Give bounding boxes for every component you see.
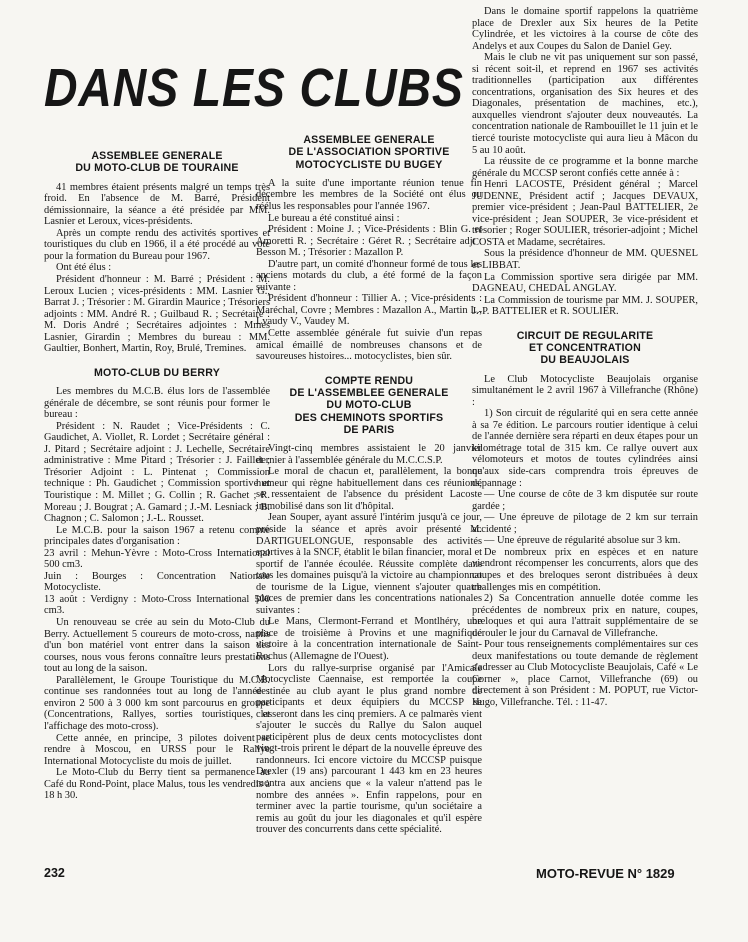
article-paragraph: Le bureau a été constitué ainsi : (268, 212, 400, 224)
article-heading: ASSEMBLEE GENERALE DE L'ASSOCIATION SPORTIVE MOTOCYCLISTE DU BUGEY (288, 134, 450, 171)
page-title: DANS LES CLUBS (44, 58, 464, 118)
article-paragraph: Jean Souper, ayant assuré l'intérim jusqu'à ce jour, préside la séance et après avoir présenté M. DARTIGUELONGUE, responsable des activités sportives à la SNCF, établit le bilan financier, moral et sportif de l'année écoulée. Réussite complète dans tous les domaines puisqu'à la victoire au championnat de tourisme de la Ligue, viennent s'ajouter quatre places de premier dans les concentrations nationales suivantes : (256, 512, 482, 616)
article-paragraph: Pour tous renseignements complémentaires sur ces deux manifestations ou toute demande de règlement s'adresser au Club Motocycliste Beaujolais, Café « Le Corner », place Carnot, Villefranche (69) ou directement à son Président : M. POPUT, rue Victor-Hugo, Villefranche. Tél. : 11-47. (472, 639, 698, 708)
article-paragraph: Cette assemblée générale fut suivie d'un repas amical émaillé de nombreuses chansons et de savoureuses histoires... motocyclistes, bien sûr. (256, 328, 482, 363)
article-paragraph: Président : Moine J. ; Vice-Présidents : Blin G. et Amoretti R. ; Secrétaire : Géret R. ; Secrétaire adjt : Besson M. ; Trésorier : Mazallon P. (256, 224, 482, 259)
article-paragraph: Le Mans, Clermont-Ferrand et Montlhéry, une place de troisième à Provins et une magnifique victoire à la concentration internationale de Saint-Rochus (Allemagne de l'Ouest). (256, 616, 482, 662)
article-paragraph: Un renouveau se crée au sein du Moto-Club du Berry. Actuellement 5 coureurs de moto-cross, nantis d'un bon matériel vont entrer dans la saison des courses, nous vous ferons connaître leurs prestations tout au long de la saison. (44, 617, 270, 675)
article-paragraph: La Commission de tourisme par MM. J. SOUPER, J.-P. BATTELIER et R. SOULIER. (472, 294, 698, 318)
article-paragraph: A la suite d'une importante réunion tenue fin décembre les membres de la Société ont élus ou réélus les responsables pour l'année 1967. (256, 177, 482, 212)
article-paragraph: Le M.C.B. pour la saison 1967 a retenu comme principales dates d'organisation : (44, 524, 270, 548)
article-paragraph: — Une épreuve de pilotage de 2 km sur terrain accidenté ; (472, 512, 698, 535)
article-heading: MOTO-CLUB DU BERRY (93, 366, 220, 379)
article-heading: COMPTE RENDU DE L'ASSEMBLEE GENERALE DU MOTO-CLUB DES CHEMINOTS SPORTIFS DE PARIS (289, 374, 449, 436)
article-paragraph: — Une course de côte de 3 km disputée sur route gardée ; (472, 489, 698, 512)
column-middle (256, 134, 482, 836)
article-paragraph: Vingt-cinq membres assistaient le 20 janvier dernier à l'assemblée générale du M.C.C.S.P. (256, 443, 482, 466)
article-paragraph: 41 membres étaient présents malgré un temps très froid. En l'absence de M. Barré, Président démissionnaire, la séance a été présidée par MM. Lasnier et Leroux, vices-présidents. (44, 181, 270, 228)
article-paragraph: 23 avril : Mehun-Yèvre : Moto-Cross International 500 cm3. (44, 547, 270, 571)
article-paragraph: La réussite de ce programme et la bonne marche générale du MCCSP seront confiés cette année à : (472, 156, 698, 179)
article-cheminots (256, 375, 482, 836)
article-paragraph: Président d'honneur : Tillier A. ; Vice-présidents : Maréchal, Covre ; Membres : Mazallon A., Martin L., Lvaudy V., Vaudey M. (256, 293, 482, 328)
article-cheminots-continued (472, 6, 698, 318)
magazine-issue: MOTO-REVUE N° 1829 (536, 866, 675, 881)
article-paragraph: Juin : Bourges : Concentration Nationale Motocycliste. (44, 570, 270, 594)
article-paragraph: La Commission sportive sera dirigée par MM. DAGNEAU, CHEDAL ANGLAY. (472, 271, 698, 295)
article-paragraph: D'autre part, un comité d'honneur formé de tous les anciens motards du club, a été formé de la façon suivante : (256, 258, 482, 293)
article-paragraph: Dans le domaine sportif rappelons la quatrième place de Drexler aux Six heures de la Petite Cylindrée, et les victoires à la course de côte des Andelys et aux Coupes du Salon de Daniel Gey. (472, 6, 698, 52)
article-beaujolais (472, 330, 698, 709)
article-paragraph: Henri LACOSTE, Président général ; Marcel JUDENNE, Président actif ; Jacques DEVAUX, premier vice-président ; Jean-Paul BATTELIER, 2e vice-président ; Jean SOUPER, 3e vice-président et trésorier ; Roger SOULIER, trésorier-adjoint ; Michel COSTA et Madame, secrétaires. (472, 179, 698, 248)
article-paragraph: De nombreux prix en espèces et en nature viendront récompenser les concurrents, alors que des coupes et des breloques seront distribuées à deux challenges mis en compétition. (472, 546, 698, 593)
article-paragraph: Mais le club ne vit pas uniquement sur son passé, si récent soit-il, et reprend en 1967 ses activités traditionnelles (participation aux différentes concentrations, organisation des Six heures et des Diagonales, présentation de machines, etc.), auxquelles viendront s'ajouter deux nouveautés. La concentration nationale de Rambouillet le 11 juin et le tiercé touriste motocycliste qui aura lieu à Mâcon du 5 au 10 août. (472, 52, 698, 156)
article-touraine (44, 150, 270, 355)
column-left (44, 150, 270, 802)
article-paragraph: Les membres du M.C.B. élus lors de l'assemblée générale de décembre, se sont réunis pour former le bureau : (44, 386, 270, 421)
article-paragraph: Après un compte rendu des activités sportives et touristiques du club en 1966, il a été procédé au vote pour la formation du Bureau pour 1967. (44, 227, 270, 262)
article-paragraph: Le moral de chacun et, parallèlement, la bonne humeur qui règne habituellement dans ces réunions, se ressentaient de l'absence du président Lacoste immobilisé dans son lit d'hôpital. (256, 466, 482, 512)
article-heading: ASSEMBLEE GENERALE DU MOTO-CLUB DE TOURAINE (75, 150, 239, 175)
article-paragraph: Président d'honneur : M. Barré ; Président : M. Leroux Lucien ; vices-présidents : MM. Lasnier G., Barrat J. ; Trésorier : M. Girardin Maurice ; Trésoriers adjoints : MM. André R. ; Guilbaud R. ; Secrétaire : M. Doris André ; Secrétaires adjointes : Mmes Lasnier, Girardin ; Membres du bureau : MM. Gaultier, Bonhert, Martin, Roy, Brulé, Tremines. (44, 273, 270, 355)
article-paragraph: Sous la présidence d'honneur de MM. QUESNEL et LIBBAT. (472, 248, 698, 272)
article-bugey (256, 134, 482, 363)
article-paragraph: Lors du rallye-surprise organisé par l'Amicale Motocycliste Caennaise, est remportée la coupe destinée au club ayant le plus grand nombre de participants et deux équipiers du MCCSP se classeront dans les cinq premiers. A ce palmarès vient s'ajouter le succès du Rallye du Salon auquel participèrent plus de deux cents motocyclistes dont vingt-trois prirent le départ de la nouvelle épreuve des randonneurs. Ici encore victoire du MCCSP puisque Drexler (19 ans) parcourant 1 443 km en 23 heures montra aux anciens que « la valeur n'attend pas le nombre des années ». Enfin rappelons, pour en terminer avec la partie tourisme, qu'un sociétaire a remis au goût du jour les diagonales et qu'il espère trouver des concurrents dans cette spécialité. (256, 662, 482, 836)
article-paragraph: 1) Son circuit de régularité qui en sera cette année à sa 7e édition. Le parcours routier identique à celui de l'année dernière sera réparti en deux étapes pour un kilométrage total de 315 km. Ce rallye ouvert aux vélomoteurs et motos de toutes cylindrées ainsi qu'aux side-cars comprendra trois épreuves de dépannage : (472, 408, 698, 489)
article-paragraph: Ont été élus : (56, 262, 112, 274)
article-paragraph: — Une épreuve de régularité absolue sur 3 km. (484, 535, 681, 547)
article-berry (44, 367, 270, 802)
article-paragraph: Parallèlement, le Groupe Touristique du M.C.B. continue ses randonnées tout au long de l'année : environ 2 500 à 3 000 km sont parcourus en groupe (Concentrations, Rallyes, sorties touristiques, et l'affichage des moto-cross). (44, 674, 270, 732)
article-paragraph: Président : N. Raudet ; Vice-Présidents : C. Gaudichet, A. Viollet, R. Lordet ; Secrétaire général : J. Pitard ; Secrétaire adjoint : J. Lechelle, Secrétaire administrative : Mme Pitard ; Trésorier : J. Faillet ; Trésorier Adjoint : L. Pintenat ; Commission technique : Ph. Gaudichet ; Commission sportive et Touristique : M. Millet ; G. Collin ; R. Gachet ; R. Moreau ; J. Bougrat ; A. Gamard ; J.-M. Lesniack ; B. Chagnon ; C. Salomon ; J.-L. Rousset. (44, 420, 270, 525)
page-number: 232 (44, 866, 65, 880)
article-paragraph: Le Club Motocycliste Beaujolais organise simultanément le 2 avril 1967 à Villefranche (Rhône) : (472, 373, 698, 408)
article-heading: CIRCUIT DE REGULARITE ET CONCENTRATION DU BEAUJOLAIS (516, 329, 654, 367)
column-right (472, 6, 698, 709)
article-paragraph: 13 août : Verdigny : Moto-Cross International 500 cm3. (44, 593, 270, 617)
article-paragraph: Le Moto-Club du Berry tient sa permanence au Café du Rond-Point, place Malus, tous les vendredis à 18 h 30. (44, 767, 270, 802)
article-paragraph: 2) Sa Concentration annuelle dotée comme les précédentes de nombreux prix en nature, coupes, breloques et qui aura l'attrait supplémentaire de se dérouler le jour du Carnaval de Villefranche. (472, 593, 698, 639)
article-paragraph: Cette année, en principe, 3 pilotes doivent se rendre à Moscou, en URSS pour le Rallye International Motocycliste du mois de juillet. (44, 732, 270, 767)
